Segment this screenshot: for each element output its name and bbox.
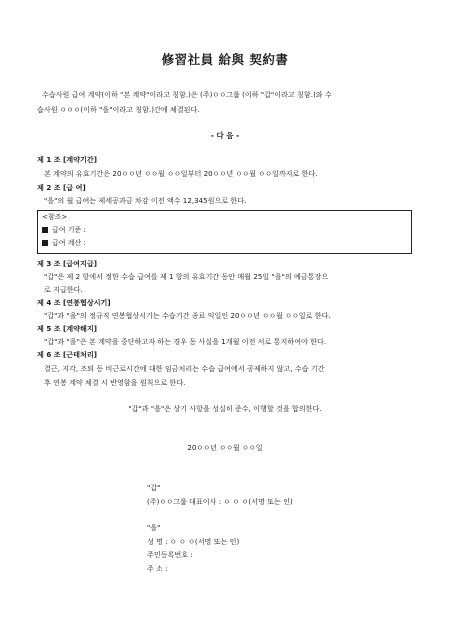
article-3-title: 제 3 조 [급여지급] [37, 259, 97, 268]
article-2-title: 제 2 조 [급 여] [37, 183, 86, 192]
party-b-id-line: 주민등록번호 : [147, 550, 193, 559]
article-3-text: "갑"은 제 2 항에서 정한 수습 급여를 제 1 항의 유효기간 동안 매월 25일 "을"의 예금통장으 [44, 272, 329, 281]
article-6-text: 후 연봉 계약 체결 시 반영함을 원칙으로 한다. [44, 378, 186, 387]
article-6-title: 제 6 조 [근태처리] [37, 350, 97, 359]
article-5-title: 제 5 조 [계약해지] [37, 324, 97, 333]
reference-item-label: 급여 계산 : [52, 239, 86, 247]
article-5-text: "갑"과 "을"은 본 계약을 중단하고자 하는 경우 동 사실을 1개월 이전 서로 통지하여야 한다. [44, 337, 327, 346]
article-1-text: 본 계약의 유효기간은 20ㅇㅇ년 ㅇㅇ월 ㅇㅇ일부터 20ㅇㅇ년 ㅇㅇ월 ㅇㅇ일까지로 한다. [44, 169, 318, 178]
party-b-address-line: 주 소 : [147, 564, 168, 573]
article-1-title: 제 1 조 [계약기간] [37, 155, 97, 164]
reference-item [42, 239, 86, 248]
article-6-text: 결근, 지각, 조퇴 등 비근로시간에 대한 임금처리는 수습 급여에서 공제하지 않고, 수습 기간 [44, 364, 325, 373]
section-heading: - 다 음 - [210, 131, 240, 140]
party-a-signature-line: (주)ㅇㅇ그룹 대표이사 : ㅇ ㅇ ㅇ(서명 또는 인) [147, 497, 293, 506]
reference-box [37, 210, 412, 254]
article-4-text: "갑"과 "을"의 정규직 연봉협상시기는 수습기간 종료 익일인 20ㅇㅇ년 ㅇㅇ월 ㅇㅇ일로 한다. [44, 311, 331, 320]
article-4-title: 제 4 조 [연봉협상시기] [37, 298, 111, 307]
reference-label: <참조> [42, 213, 68, 221]
closing-statement: "갑"과 "을"은 상기 사항을 성실히 준수, 이행할 것을 합의한다. [128, 404, 322, 413]
square-bullet-icon [42, 240, 48, 246]
article-2-text: "을"의 월 급여는 제세공과금 차감 이전 액수 12,345원으로 한다. [44, 196, 247, 205]
article-3-text: 로 지급한다. [44, 285, 83, 294]
intro-line-1: 수습사원 급여 계약(이하 "본 계약"이라고 칭함.)은 (주)ㅇㅇ그룹 (이하 "갑"이라고 칭함.)와 수 [42, 90, 332, 99]
contract-date: 20ㅇㅇ년 ㅇㅇ월 ㅇㅇ일 [187, 443, 263, 452]
reference-item-label: 급여 기준 : [52, 226, 86, 234]
party-b-name-line: 성 명 : ㅇ ㅇ ㅇ(서명 또는 인) [147, 537, 240, 546]
party-b-label: "을" [147, 523, 161, 532]
party-a-label: "갑" [147, 483, 161, 492]
square-bullet-icon [42, 227, 48, 233]
intro-line-2: 습사원 ㅇㅇㅇ(이하 "을"이라고 칭함.)간에 체결된다. [37, 105, 200, 114]
reference-item [42, 226, 86, 235]
document-title: 修習社員 給與 契約書 [161, 52, 289, 67]
